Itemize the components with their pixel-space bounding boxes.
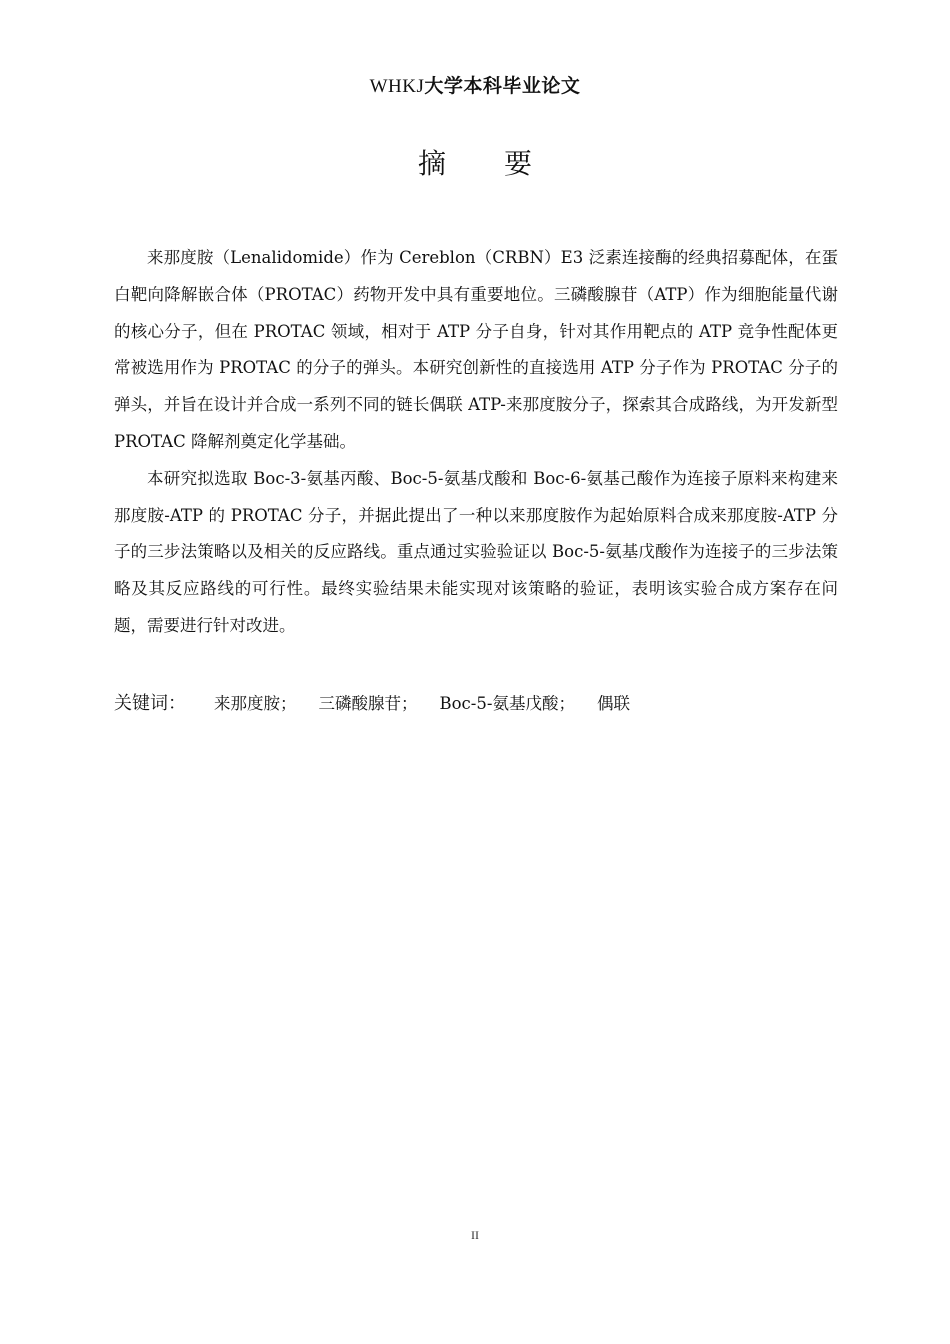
keyword-item: Boc-5-氨基戊酸； (439, 694, 575, 713)
page-number: II (471, 1228, 479, 1242)
keywords-label: 关键词： (114, 693, 186, 714)
header-university-code: WHKJ (369, 76, 425, 97)
abstract-paragraph-1: 来那度胺（Lenalidomide）作为 Cereblon（CRBN）E3 泛素连接酶的经典招募配体，在蛋白靶向降解嵌合体（PROTAC）药物开发中具有重要地位。三磷酸腺苷（ATP）作为细胞能量代谢的核心分子，但在 PROTAC 领域，相对于 ATP 分子自身，针对其作用靶点的 ATP 竞争性配体更常被选用作为 PROTAC 的分子的弹头。本研究创新性的直接选用 ATP 分子作为 PROTAC 分子的弹头，并旨在设计并合成一系列不同的链长偶联 ATP-来那度胺分子，探索其合成路线，为开发新型 PROTAC 降解剂奠定化学基础。 (114, 248, 838, 451)
abstract-body (114, 240, 838, 645)
abstract-paragraph-2: 本研究拟选取 Boc-3-氨基丙酸、Boc-5-氨基戊酸和 Boc-6-氨基己酸作为连接子原料来构建来那度胺-ATP 的 PROTAC 分子，并据此提出了一种以来那度胺作为起始原料合成来那度胺-ATP 分子的三步法策略以及相关的反应路线。重点通过实验验证以 Boc-5-氨基戊酸作为连接子的三步法策略及其反应路线的可行性。最终实验结果未能实现对该策略的验证，表明该实验合成方案存在问题，需要进行针对改进。 (114, 468, 838, 635)
keyword-item: 偶联 (596, 694, 630, 713)
page-header (0, 72, 950, 101)
header-thesis-type: 大学本科毕业论文 (424, 75, 581, 97)
keywords-line (114, 688, 838, 720)
keyword-item: 三磷酸腺苷； (318, 694, 418, 713)
keyword-item: 来那度胺； (214, 694, 297, 713)
abstract-title: 摘要 (417, 147, 590, 180)
